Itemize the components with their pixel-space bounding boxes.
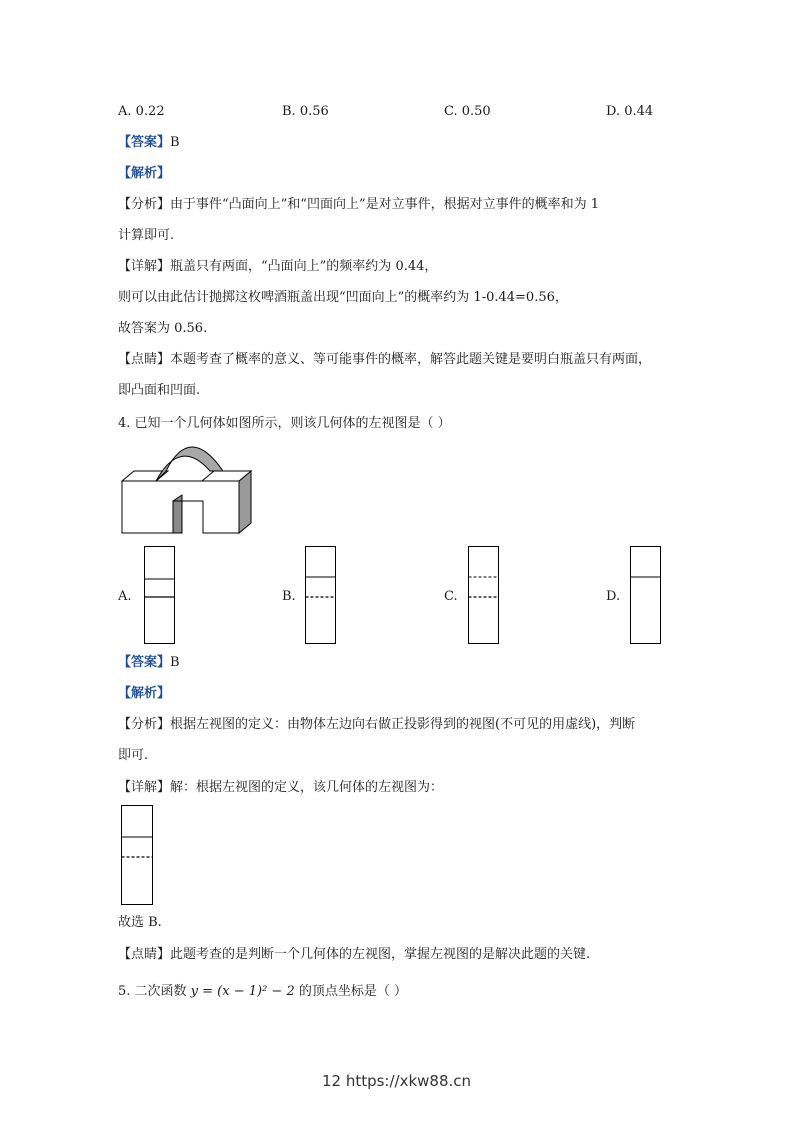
option-b-view: [305, 546, 337, 646]
q3-xiangjie-line-1: [118, 258, 437, 276]
q4-conclusion: 故选 B.: [118, 915, 162, 930]
xiangjie-tag: 【详解】: [118, 259, 171, 274]
fenxi-text: 由于事件“凸面向上”和“凹面向上”是对立事件，根据对立事件的概率和为 1: [170, 197, 600, 212]
option-d-label: D.: [606, 589, 621, 604]
q4-answer-line: [118, 654, 180, 672]
q5-formula: y = (x − 1)² − 2: [190, 984, 295, 999]
jiexi-tag: 【解析】: [118, 686, 171, 701]
q3-answer-line: [118, 134, 180, 152]
jiexi-tag: 【解析】: [118, 166, 171, 181]
option-a-view: [144, 546, 176, 646]
q3-fenxi-line-1: [118, 196, 599, 214]
q3-dianjing-line-1: [118, 351, 651, 369]
dianjing-text: 此题考查的是判断一个几何体的左视图，掌握左视图的是解决此题的关键.: [170, 947, 591, 962]
q3-xiangjie-line-2: 则可以由此估计抛掷这枚啤酒瓶盖出现“凹面向上”的概率约为 1-0.44=0.56，: [118, 290, 568, 305]
q3-fenxi-line-2: 计算即可.: [118, 228, 175, 243]
fenxi-text: 根据左视图的定义：由物体左边向右做正投影得到的视图(不可见的用虚线)，判断: [170, 717, 636, 732]
q5-suffix: 的顶点坐标是（ ）: [294, 984, 407, 999]
q3-xiangjie-line-3: 故答案为 0.56.: [118, 321, 208, 336]
answer-view: [121, 805, 155, 907]
answer-value: B: [170, 655, 180, 670]
fenxi-tag: 【分析】: [118, 717, 171, 732]
option-d-view: [630, 546, 662, 646]
option-a-label: A.: [118, 589, 132, 604]
q3-jiexi-line: [118, 165, 170, 183]
dianjing-tag: 【点睛】: [118, 352, 171, 367]
option-b-label: B.: [282, 589, 296, 604]
xiangjie-tag: 【详解】: [118, 780, 171, 795]
option-d: D. 0.44: [606, 104, 654, 119]
q4-fenxi-line-1: [118, 716, 635, 734]
q4-dianjing-line-1: [118, 946, 590, 964]
option-c-label: C.: [444, 589, 458, 604]
q5-prefix: 5. 二次函数: [118, 984, 191, 999]
option-c-view: [468, 546, 500, 646]
answer-value: B: [170, 135, 180, 150]
q4-xiangjie-line-1: [118, 779, 443, 797]
dianjing-text: 本题考查了概率的意义、等可能事件的概率，解答此题关键是要明白瓶盖只有两面，: [170, 352, 652, 367]
option-a: A. 0.22: [118, 104, 165, 119]
xiangjie-text: 解：根据左视图的定义，该几何体的左视图为：: [170, 780, 444, 795]
option-c: C. 0.50: [444, 104, 491, 119]
q3-dianjing-line-2: 即凸面和凹面.: [118, 383, 201, 398]
answer-tag: 【答案】: [118, 135, 171, 150]
xiangjie-text: 瓶盖只有两面，“凸面向上”的频率约为 0.44，: [170, 259, 438, 274]
q4-fenxi-line-2: 即可.: [118, 748, 149, 763]
option-b: B. 0.56: [282, 104, 329, 119]
fenxi-tag: 【分析】: [118, 197, 171, 212]
q4-question: 4. 已知一个几何体如图所示，则该几何体的左视图是（ ）: [118, 416, 451, 431]
q4-jiexi-line: [118, 685, 170, 703]
page-footer: 12 https://xkw88.cn: [321, 1072, 472, 1090]
dianjing-tag: 【点睛】: [118, 947, 171, 962]
solid-figure: [118, 445, 258, 540]
answer-tag: 【答案】: [118, 655, 171, 670]
q5-question: [118, 983, 407, 1001]
